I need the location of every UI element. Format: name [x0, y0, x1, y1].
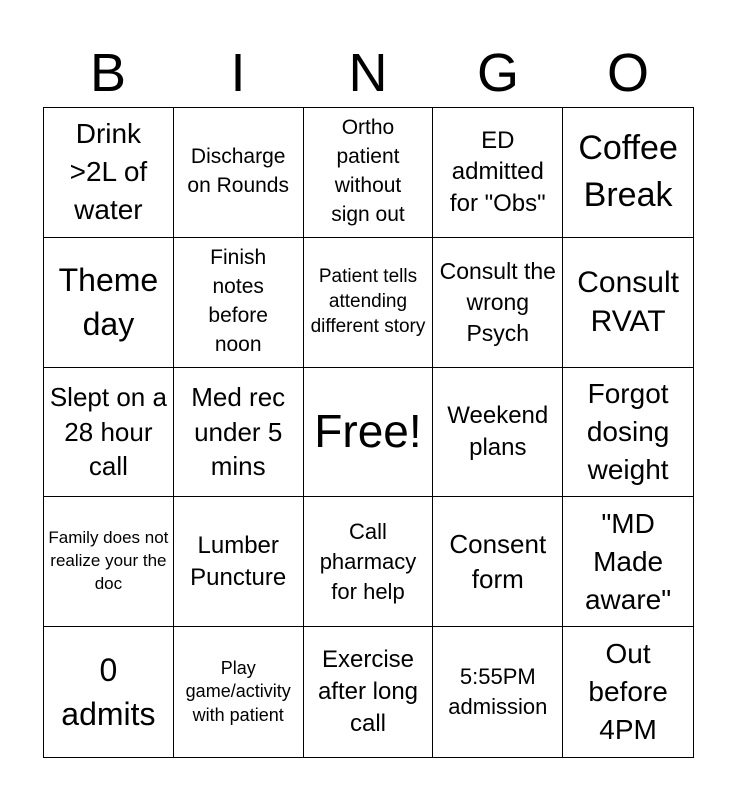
bingo-cell[interactable]: [44, 368, 174, 498]
cell-text: Exercise after long call: [317, 646, 419, 738]
header-letter-i: I: [230, 43, 246, 103]
cell-text: Drink >2L of water: [69, 118, 148, 226]
cell-text: Free!: [314, 405, 422, 458]
cell-text: Weekend plans: [447, 402, 549, 461]
bingo-cell[interactable]: [304, 238, 434, 368]
bingo-cell[interactable]: [563, 368, 693, 498]
bingo-header: [43, 38, 693, 108]
cell-text: Ortho patient without sign out: [331, 116, 405, 227]
cell-text: Call pharmacy for help: [319, 519, 417, 604]
cell-text: Play game/activity with patient: [185, 658, 291, 725]
bingo-cell[interactable]: [433, 368, 563, 498]
bingo-cell[interactable]: [44, 108, 174, 238]
cell-text: Consult the wrong Psych: [439, 257, 556, 346]
bingo-cell[interactable]: [174, 108, 304, 238]
cell-text: 5:55PM admission: [448, 664, 548, 720]
bingo-board: [43, 107, 694, 758]
header-letter-b: B: [89, 43, 127, 103]
bingo-cell[interactable]: [44, 497, 174, 627]
bingo-cell[interactable]: [174, 627, 304, 757]
cell-text: Finish notes before noon: [208, 246, 268, 357]
header-letter-o: O: [606, 43, 649, 103]
bingo-cell-free[interactable]: [304, 368, 434, 498]
cell-text: Slept on a 28 hour call: [49, 382, 167, 482]
bingo-cell[interactable]: [563, 238, 693, 368]
bingo-cell[interactable]: [44, 627, 174, 757]
cell-text: Family does not realize your the doc: [48, 528, 169, 594]
cell-text: "MD Made aware": [584, 507, 672, 615]
header-letter-g: G: [476, 43, 519, 103]
bingo-cell[interactable]: [433, 497, 563, 627]
bingo-cell[interactable]: [563, 108, 693, 238]
cell-text: Patient tells attending different story: [310, 266, 426, 337]
cell-text: Consult RVAT: [577, 266, 679, 339]
bingo-cell[interactable]: [174, 368, 304, 498]
bingo-cell[interactable]: [433, 627, 563, 757]
bingo-cell[interactable]: [304, 497, 434, 627]
cell-text: Consent form: [449, 529, 547, 594]
bingo-cell[interactable]: [304, 627, 434, 757]
cell-text: Theme day: [58, 262, 159, 343]
header-letter-n: N: [348, 43, 388, 103]
cell-text: Lumber Puncture: [190, 531, 287, 591]
bingo-cell[interactable]: [433, 238, 563, 368]
cell-text: ED admitted for "Obs": [449, 126, 546, 218]
bingo-cell[interactable]: [563, 627, 693, 757]
cell-text: Forgot dosing weight: [586, 377, 670, 486]
bingo-cell[interactable]: [433, 108, 563, 238]
cell-text: Out before 4PM: [588, 637, 668, 746]
bingo-cell[interactable]: [44, 238, 174, 368]
cell-text: Coffee Break: [578, 129, 678, 215]
cell-text: Discharge on Rounds: [187, 145, 289, 198]
bingo-cell[interactable]: [304, 108, 434, 238]
bingo-cell[interactable]: [563, 497, 693, 627]
bingo-cell[interactable]: [174, 238, 304, 368]
cell-text: Med rec under 5 mins: [191, 382, 286, 482]
bingo-cell[interactable]: [174, 497, 304, 627]
cell-text: 0 admits: [61, 651, 156, 733]
